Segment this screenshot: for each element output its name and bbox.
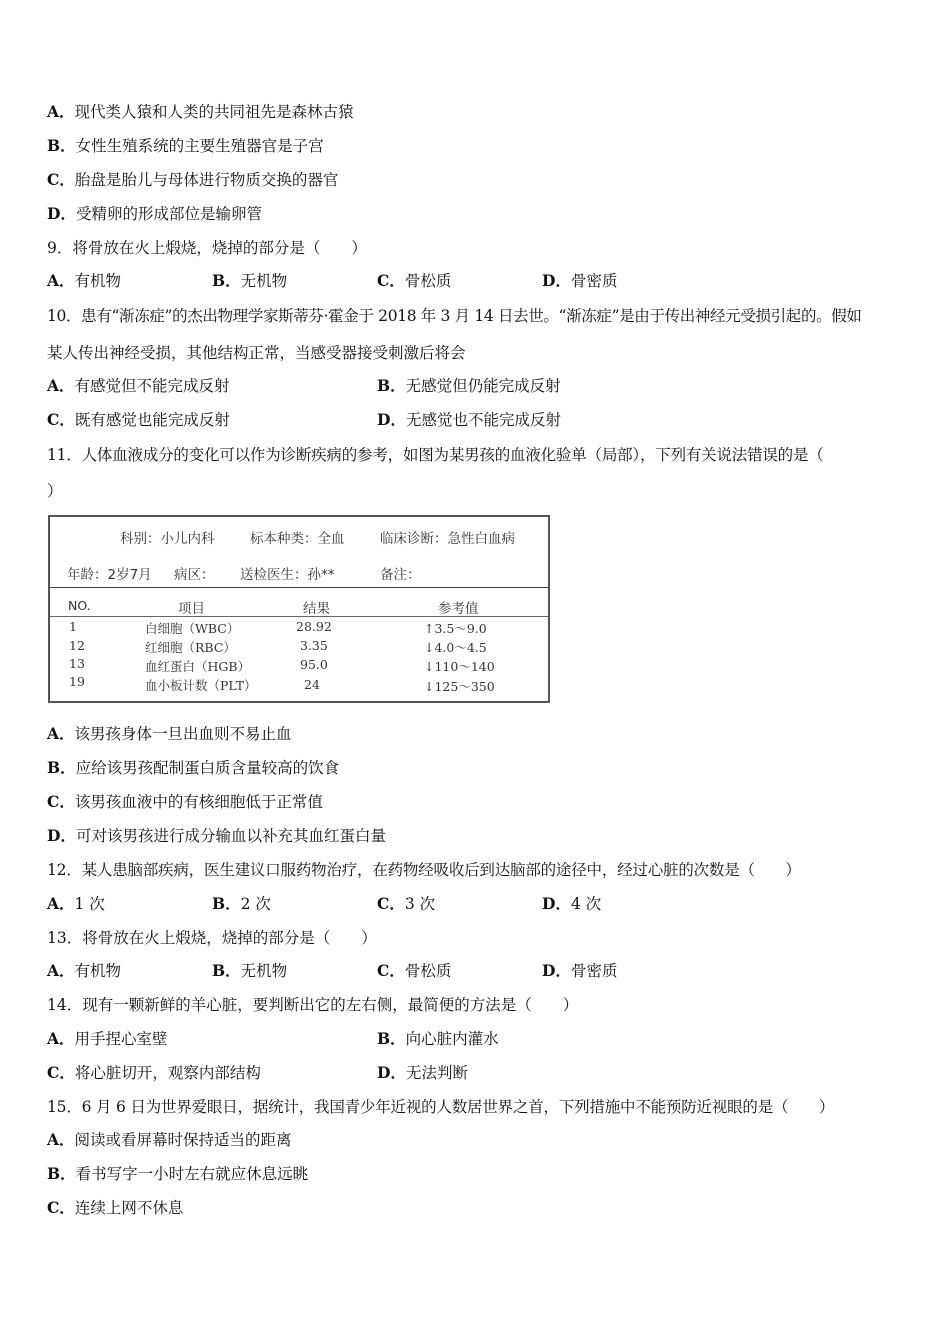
option-label: D． [542,961,571,980]
option-label: A． [47,961,75,980]
q14-option-d [377,1063,468,1083]
q13-option-a [47,961,121,981]
option-label: D． [47,826,76,845]
option-label: B． [47,1164,76,1183]
report-divider-top [50,587,548,588]
report-row-result: 28.92 [296,619,332,634]
option-label: D． [47,204,76,223]
report-row-result: 3.35 [300,638,328,653]
option-label: A． [47,724,75,743]
report-row-ref: ↓125～350 [424,679,495,694]
option-label: C． [377,961,405,980]
option-label: A． [47,102,75,121]
report-row-ref: ↓4.0～4.5 [424,640,487,655]
q10-stem-line1: 10．患有“渐冻症”的杰出物理学家斯蒂芬·霍金于 2018 年 3 月 14 日去世。“渐冻症”是由于传出神经元受损引起的。假如 [47,307,862,325]
q13-option-c [377,961,451,981]
option-label: C． [377,894,405,913]
q15-option-c [47,1198,183,1218]
report-ward: 病区： [174,567,215,583]
option-text: 阅读或看屏幕时保持适当的距离 [74,1131,292,1149]
q15-stem: 15．6 月 6 日为世界爱眼日，据统计，我国青少年近视的人数居世界之首，下列措施中不能预防近视眼的是（ ） [47,1098,835,1116]
option-text: 既有感觉也能完成反射 [74,411,230,429]
option-text: 4 次 [570,895,602,913]
option-text: 无感觉但仍能完成反射 [405,377,561,395]
option-text: 无机物 [240,962,288,980]
report-header-item: 项目 [178,601,205,617]
q12-option-d [542,894,601,914]
q9-option-c [377,271,451,291]
option-text: 有机物 [74,962,122,980]
report-row-no: 13 [69,656,85,671]
q14-stem: 14．现有一颗新鲜的羊心脏，要判断出它的左右侧，最简便的方法是（ ） [47,996,579,1014]
option-label: A． [47,1029,75,1048]
option-text: 可对该男孩进行成分输血以补充其血红蛋白量 [75,827,386,845]
report-specimen: 标本种类：全血 [250,531,345,547]
report-row-no: 19 [69,674,85,689]
q12-stem: 12．某人患脑部疾病，医生建议口服药物治疗，在药物经吸收后到达脑部的途径中，经过心脏的次数是（ ） [47,861,801,879]
q11-stem-line2: ） [47,482,63,500]
option-label: B． [47,758,76,777]
q10-stem-line2: 某人传出神经受损，其他结构正常，当感受器接受刺激后将会 [47,344,466,362]
option-text: 骨密质 [570,272,618,290]
option-label: B． [377,1029,406,1048]
q12-option-b [212,894,271,914]
q9-stem: 9．将骨放在火上煅烧，烧掉的部分是（ ） [47,239,367,257]
q8-option-d [47,204,262,224]
report-row-no: 12 [69,638,85,653]
option-text: 无感觉也不能完成反射 [405,411,561,429]
report-row-no: 1 [69,619,77,634]
q11-stem-line1: 11．人体血液成分的变化可以作为诊断疾病的参考，如图为某男孩的血液化验单（局部），下列有关说法错误的是（ [47,446,824,464]
q11-option-a [47,724,292,744]
option-text: 1 次 [74,895,105,913]
report-diagnosis: 临床诊断：急性白血病 [380,531,515,547]
q14-option-b [377,1029,499,1049]
q12-option-a [47,894,105,914]
option-text: 无法判断 [405,1064,468,1082]
option-text: 胎盘是胎儿与母体进行物质交换的器官 [74,171,339,189]
option-label: B． [47,136,76,155]
option-label: C． [47,410,75,429]
option-label: B． [212,894,241,913]
q8-option-b [47,136,324,156]
report-row-result: 24 [304,677,320,692]
report-divider-header [50,616,548,617]
q11-option-b [47,758,339,778]
option-label: C． [47,1063,75,1082]
option-label: C． [377,271,405,290]
option-label: C． [47,1198,75,1217]
report-row-item: 血小板计数（PLT） [145,678,257,693]
option-label: B． [212,271,241,290]
q8-option-c [47,170,338,190]
option-text: 2 次 [240,895,271,913]
q9-option-d [542,271,617,291]
q13-option-b [212,961,287,981]
report-department: 科别：小儿内科 [120,531,215,547]
report-header-result: 结果 [303,601,330,617]
report-row-result: 95.0 [300,657,328,672]
report-row-item: 红细胞（RBC） [145,640,236,655]
option-text: 骨密质 [570,962,618,980]
option-text: 骨松质 [404,962,452,980]
option-label: A． [47,1130,75,1149]
q15-option-a [47,1130,292,1150]
option-text: 有感觉但不能完成反射 [74,377,230,395]
report-row-ref: ↑3.5～9.0 [424,621,487,636]
report-row-item: 血红蛋白（HGB） [145,659,251,674]
option-label: C． [47,170,75,189]
option-label: D． [377,410,406,429]
q10-option-d [377,410,561,430]
option-text: 骨松质 [404,272,452,290]
option-text: 女性生殖系统的主要生殖器官是子宫 [75,137,324,155]
option-label: B． [377,376,406,395]
option-text: 该男孩血液中的有核细胞低于正常值 [74,793,323,811]
q10-option-c [47,410,230,430]
option-text: 有机物 [74,272,122,290]
option-text: 无机物 [240,272,288,290]
q9-option-a [47,271,121,291]
report-doctor: 送检医生：孙** [240,567,335,583]
q15-option-b [47,1164,308,1184]
option-text: 连续上网不休息 [74,1199,184,1217]
option-text: 应给该男孩配制蛋白质含量较高的饮食 [75,759,340,777]
report-header-ref: 参考值 [438,601,479,617]
report-row-item: 白细胞（WBC） [145,621,240,636]
report-age: 年龄：2岁7月 [67,567,152,583]
report-remark: 备注： [380,567,421,583]
q11-option-c [47,792,323,812]
report-row-ref: ↓110～140 [424,659,495,674]
option-label: A． [47,271,75,290]
option-text: 3 次 [404,895,436,913]
option-label: D． [377,1063,406,1082]
option-text: 看书写字一小时左右就应休息远眺 [75,1165,309,1183]
q10-option-b [377,376,561,396]
q9-option-b [212,271,287,291]
option-text: 现代类人猿和人类的共同祖先是森林古猿 [74,103,354,121]
q14-option-a [47,1029,168,1049]
option-text: 该男孩身体一旦出血则不易止血 [74,725,292,743]
blood-test-report [48,515,550,703]
option-text: 用手捏心室壁 [74,1030,168,1048]
option-label: D． [542,271,571,290]
option-text: 向心脏内灌水 [405,1030,499,1048]
q13-option-d [542,961,617,981]
q14-option-c [47,1063,261,1083]
option-text: 受精卵的形成部位是输卵管 [75,205,262,223]
option-text: 将心脏切开，观察内部结构 [74,1064,261,1082]
option-label: C． [47,792,75,811]
q8-option-a [47,102,354,122]
q11-option-d [47,826,386,846]
q12-option-c [377,894,435,914]
option-label: B． [212,961,241,980]
option-label: A． [47,894,75,913]
q10-option-a [47,376,230,396]
option-label: A． [47,376,75,395]
q13-stem: 13．将骨放在火上煅烧，烧掉的部分是（ ） [47,929,377,947]
report-header-no: NO. [68,598,91,613]
option-label: D． [542,894,571,913]
